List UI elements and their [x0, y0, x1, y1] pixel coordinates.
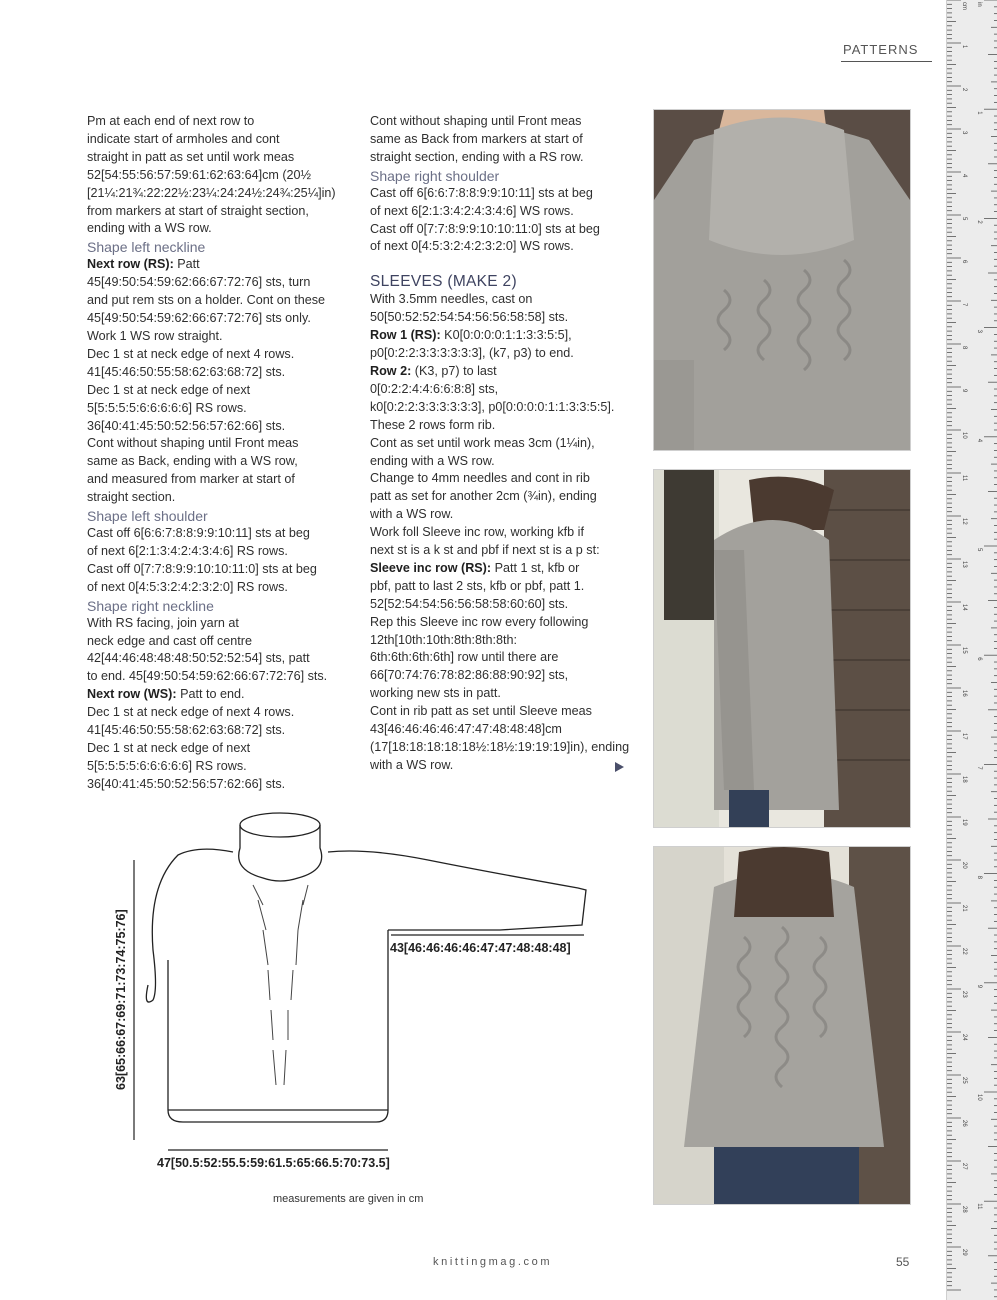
measuring-ruler	[946, 0, 997, 1300]
triangle-right-icon	[615, 762, 624, 772]
pattern-text	[370, 327, 632, 363]
ruler-inch-label: 2	[976, 220, 982, 224]
pattern-text: K0[0:0:0:0:1:1:3:3:5:5], p0[0:2:2:3:3:3:3:3:3], (k7, p3) to end.	[370, 328, 574, 361]
ruler-cm-label: 10	[961, 432, 967, 439]
ruler-cm-label: 26	[961, 1120, 967, 1127]
ruler-cm-label: 6	[961, 260, 967, 264]
row-label: Row 1 (RS):	[370, 328, 441, 343]
row-label: Next row (RS):	[87, 257, 174, 272]
ruler-cm-label: 12	[961, 518, 967, 525]
ruler-cm-label: 3	[961, 131, 967, 135]
ruler-cm-label: 18	[961, 776, 967, 783]
ruler-cm-label: 8	[961, 346, 967, 350]
ruler-cm-label: 7	[961, 303, 967, 307]
pattern-text	[87, 686, 357, 793]
ruler-inch-label: 7	[976, 766, 982, 770]
ruler-inch-label: 9	[976, 984, 982, 989]
ruler-cm-label: 16	[961, 690, 967, 697]
pattern-text: Patt to end. Dec 1 st at neck edge of next 4 rows. 41[45:46:50:55:58:62:63:68:72] sts. Dec 1 st at neck edge of next 5[5:5:5:5:6:6:6:6:6] RS rows. 36[40:41:45:50:52:56:57:62:66] sts.	[87, 687, 295, 791]
header-rule	[841, 61, 932, 62]
pattern-text: (K3, p7) to last 0[0:2:2:4:4:6:6:8:8] sts, k0[0:2:2:3:3:3:3:3:3], p0[0:0:0:0:1:1:3:3:5:5]. These 2 rows form rib. Cont as set until work meas 3cm (1¼in), ending with a WS row. Change to 4mm needles and cont in rib patt as set for another 2cm (¾in), ending with a WS row. Work foll Sleeve inc row, working kfb if next st is a k st and pbf if next st is a p st:	[370, 363, 615, 558]
ruler-cm-label: 22	[961, 948, 967, 955]
ruler-cm-label: 1	[961, 45, 967, 49]
ruler-cm-label: 19	[961, 819, 967, 826]
ruler-inch-label: 3	[976, 329, 982, 333]
ruler-cm-label: 17	[961, 733, 967, 740]
pattern-text: Cont without shaping until Front meas same as Back from markers at start of straight section, ending with a RS row.	[370, 114, 584, 164]
ruler-inch-label: 10	[976, 1094, 982, 1101]
ruler-inch-label: in	[976, 2, 982, 7]
sleeve-length-label: 43[46:46:46:46:47:47:48:48:48]	[390, 941, 571, 955]
ruler-cm-label: 23	[961, 991, 967, 998]
ruler-cm-label: 11	[961, 475, 967, 482]
ruler-cm-label: 21	[961, 905, 967, 912]
ruler-cm-label: 5	[961, 217, 967, 221]
pattern-text: Cast off 6[6:6:7:8:8:9:9:10:11] sts at beg of next 6[2:1:3:4:2:4:3:4:6] WS rows. Cast off 0[7:7:8:9:9:10:10:11:0] sts at beg of next 0[4:5:3:2:4:2:3:2:0] WS rows.	[370, 185, 600, 254]
page-number: 55	[896, 1255, 910, 1269]
pattern-column-left	[87, 113, 357, 794]
ruler-cm-label: 9	[961, 389, 967, 393]
ruler-cm-label: cm	[961, 2, 967, 10]
diagram-caption: measurements are given in cm	[273, 1193, 424, 1205]
ruler-cm-label: 28	[961, 1206, 967, 1213]
body-width-label: 47[50.5:52:55.5:59:61.5:65:66.5:70:73.5]	[157, 1156, 390, 1170]
ruler-inch-label: 11	[976, 1203, 982, 1210]
pattern-text: Patt 1 st, kfb or pbf, patt to last 2 sts, kfb or pbf, patt 1. 52[52:54:54:56:56:58:58:60:60] sts. Rep this Sleeve inc row every following 12th[10th:10th:8th:8th:8th: 6th:6th:6th:6th] row until there are 66[70:74:76:78:82:86:88:90:92] sts, working new sts in patt. Cont in rib patt as set until Sleeve meas 43[46:46:46:46:47:47:48:48:48]cm (17[18:18:18:18:18½:18½:19:19:19]in), ending with a WS row.	[370, 560, 630, 772]
ruler-inch-label: 6	[976, 657, 982, 661]
pattern-text: With 3.5mm needles, cast on 50[50:52:52:54:54:56:56:58:58] sts.	[370, 292, 569, 325]
ruler-cm-label: 29	[961, 1249, 967, 1256]
sweater-schematic	[108, 800, 608, 1180]
pattern-text	[87, 256, 357, 507]
ruler-cm-label: 27	[961, 1163, 967, 1170]
pattern-text	[370, 560, 632, 775]
sweater-photo-front-closeup	[653, 109, 911, 451]
sweater-photo-side	[653, 469, 911, 828]
pattern-text: Patt 45[49:50:54:59:62:66:67:72:76] sts, turn and put rem sts on a holder. Cont on these 45[49:50:54:59:62:66:67:72:76] sts only. Work 1 WS row straight. Dec 1 st at neck edge of next 4 rows. 41[45:46:50:55:58:62:63:68:72] sts. Dec 1 st at neck edge of next 5[5:5:5:5:6:6:6:6:6] RS rows. 36[40:41:45:50:52:56:57:62:66] sts. Cont without shaping until Front meas same as Back, ending with a WS row, and measured from marker at start of straight section.	[87, 257, 326, 505]
ruler-cm-label: 13	[961, 561, 967, 568]
subheading-left-shoulder: Shape left shoulder	[87, 508, 208, 525]
row-label: Row 2:	[370, 363, 412, 378]
ruler-inch-label: 1	[976, 111, 982, 115]
ruler-cm-label: 15	[961, 647, 967, 654]
ruler-cm-label: 20	[961, 862, 967, 869]
footer-url: knittingmag.com	[433, 1256, 553, 1268]
section-label: PATTERNS	[843, 42, 919, 57]
subheading-right-neckline: Shape right neckline	[87, 597, 214, 614]
ruler-cm-label: 24	[961, 1034, 967, 1041]
ruler-cm-label: 25	[961, 1077, 967, 1084]
ruler-cm-label: 2	[961, 88, 967, 92]
pattern-text: Cast off 6[6:6:7:8:8:9:9:10:11] sts at beg of next 6[2:1:3:4:2:4:3:4:6] RS rows. Cast off 0[7:7:8:9:9:10:10:11:0] sts at beg of next 0[4:5:3:2:4:2:3:2:0] RS rows.	[87, 526, 317, 594]
pattern-column-right	[370, 113, 632, 775]
subheading-right-shoulder: Shape right shoulder	[370, 167, 500, 184]
ruler-inch-label: 4	[976, 438, 982, 443]
pattern-text	[370, 363, 632, 560]
row-label: Sleeve inc row (RS):	[370, 560, 492, 575]
pattern-text: With RS facing, join yarn at neck edge and cast off centre 42[44:46:48:48:48:50:52:52:54] sts, patt to end. 45[49:50:54:59:62:66:67:72:76] sts.	[87, 615, 328, 684]
ruler-inch-label: 5	[976, 548, 982, 552]
pattern-text: Pm at each end of next row to indicate start of armholes and cont straight in patt as set until work meas 52[54:55:56:57:59:61:62:63:64]cm (20½ [21¼:21¾:22:22½:23¼:24:24½:24¾:25¼]in) from markers at start of straight section, ending with a WS row.	[87, 114, 336, 236]
ruler-cm-label: 14	[961, 604, 967, 611]
section-heading-sleeves: SLEEVES (MAKE 2)	[370, 273, 517, 291]
body-length-label: 63[65:66:67:69:71:73:74:75:76]	[114, 909, 128, 1090]
ruler-cm-label: 4	[961, 174, 967, 178]
row-label: Next row (WS):	[87, 687, 177, 702]
ruler-inch-label: 8	[976, 875, 982, 879]
sweater-photo-back	[653, 846, 911, 1205]
subheading-left-neckline: Shape left neckline	[87, 239, 206, 256]
